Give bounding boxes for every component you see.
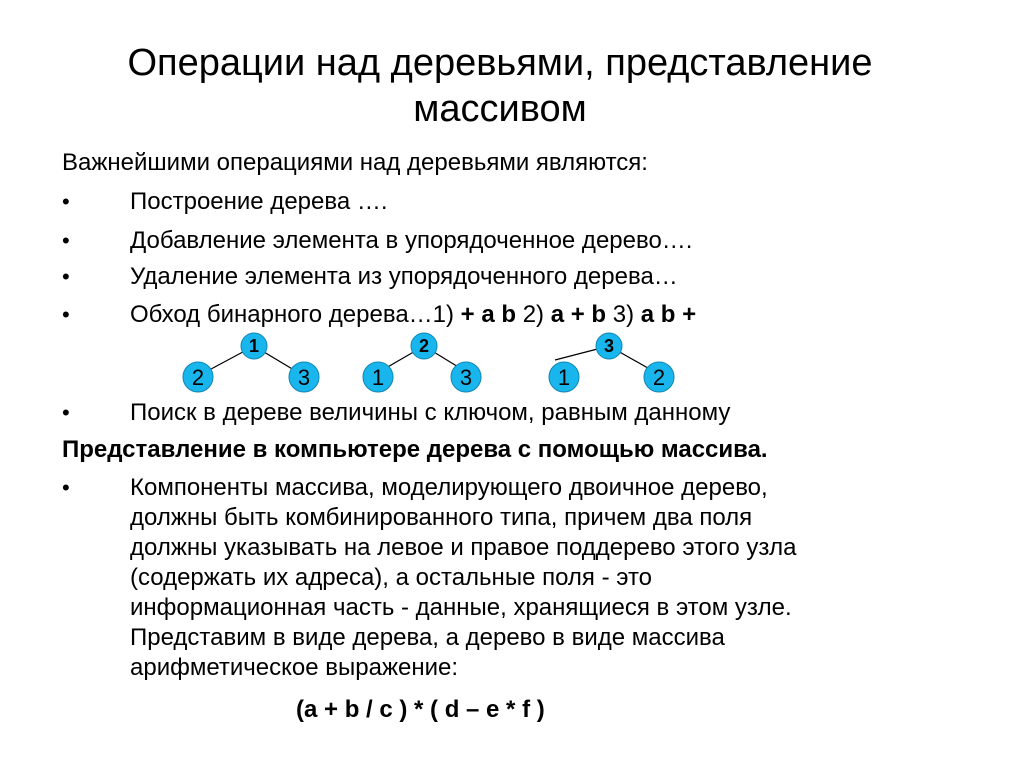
bullet: • [62,302,70,327]
node-label: 2 [652,365,666,390]
tree-node-left [549,362,579,392]
node-label: 2 [191,365,205,390]
node-label: 1 [248,336,260,356]
paragraph-line: Представим в виде дерева, а дерево в виде массива [130,624,725,651]
bullet: • [62,264,70,289]
operation-add: Добавление элемента в упорядоченное дерево…. [130,227,693,254]
traversal-sep2: 2) [516,301,551,328]
arithmetic-expression: (a + b / c ) * ( d – e * f ) [296,696,545,723]
paragraph-line: (содержать их адреса), а остальные поля - это [130,564,653,591]
components-paragraph [130,473,796,683]
node-label: 1 [557,365,571,390]
operation-search: Поиск в дереве величины с ключом, равным данному [130,399,731,426]
node-label: 2 [418,336,430,356]
node-label: 3 [603,336,615,356]
paragraph-line: Компоненты массива, моделирующего двоичное дерево, [130,474,768,501]
paragraph-line: должны указывать на левое и правое поддерево этого узла [130,534,797,561]
paragraph-line: должны быть комбинированного типа, причем два поля [130,504,753,531]
representation-heading: Представление в компьютере дерева с помощью массива. [62,436,768,463]
tree-node-right [644,362,674,392]
tree-3 [549,333,674,392]
traversal-sep3: 3) [606,301,641,328]
tree-2 [363,333,481,392]
traversal-postfix-expr: a b + [640,301,697,328]
tree-node-right [451,362,481,392]
operation-build: Построение дерева …. [130,188,388,215]
tree-node-root [241,333,267,359]
bullet: • [62,400,70,425]
node-label: 1 [371,365,385,390]
operation-delete: Удаление элемента из упорядоченного дерева… [130,263,678,290]
tree-node-right [289,362,319,392]
tree-node-root [596,333,622,359]
paragraph-line: арифметическое выражение: [130,654,459,681]
traversal-infix-expr: a + b [550,301,607,328]
tree-node-root [411,333,437,359]
tree-1 [183,333,319,392]
traversal-prefix-expr: + a b [460,301,517,328]
intro-text: Важнейшими операциями над деревьями являются: [62,149,648,176]
tree-node-left [183,362,213,392]
bullet: • [62,228,70,253]
traversal-prefix: Обход бинарного дерева…1) [130,301,461,328]
page-title: Операции над деревьями, представление массивом [127,42,873,130]
tree-node-left [363,362,393,392]
bullet: • [62,189,70,214]
bullet: • [62,475,70,500]
node-label: 3 [297,365,311,390]
node-label: 3 [459,365,473,390]
paragraph-line: информационная часть - данные, хранящиеся в этом узле. [130,594,792,621]
